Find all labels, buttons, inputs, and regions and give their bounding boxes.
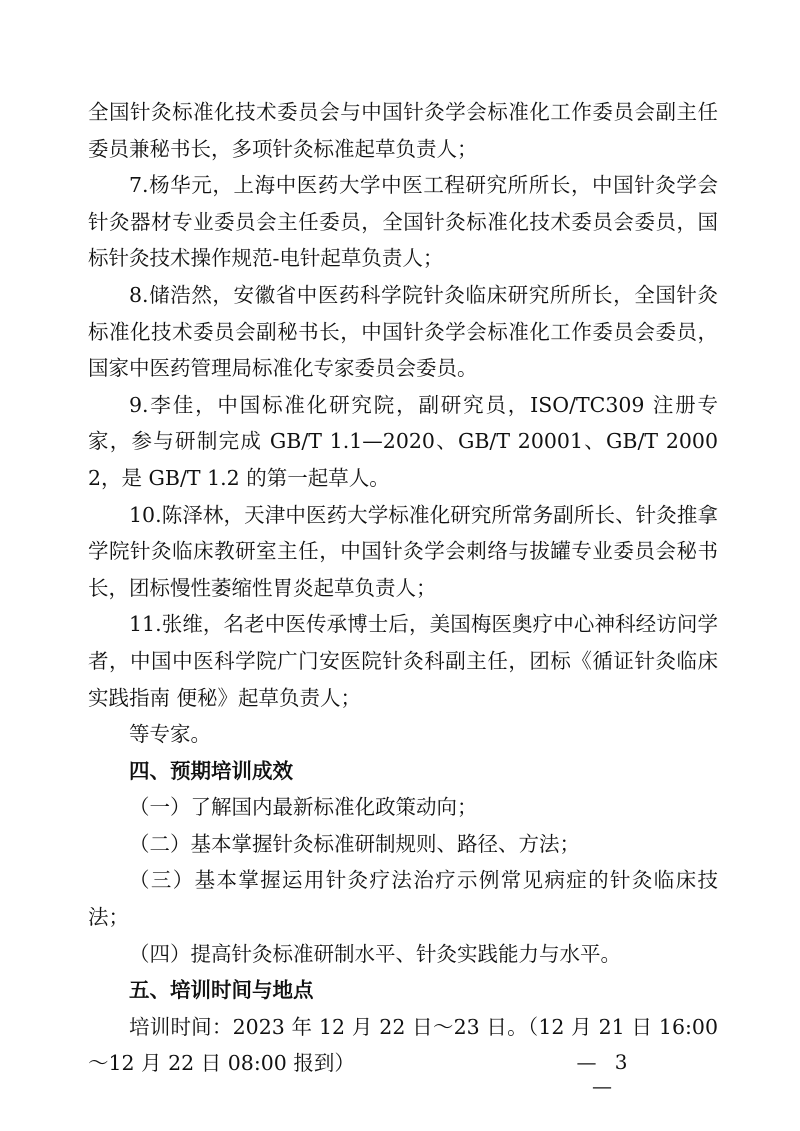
paragraph-expert-10: 10.陈泽林，天津中医药大学标准化研究所常务副所长、针灸推拿学院针灸临床教研室主任，中国针灸学会刺络与拔罐专业委员会秘书长，团标慢性萎缩性胃炎起草负责人；: [88, 502, 718, 600]
paragraph-expert-9: 9.李佳，中国标准化研究院，副研究员，ISO/TC309 注册专家，参与研制完成 GB/T 1.1—2020、GB/T 20001、GB/T 20002，是 GB/T 1.2 的第一起草人。: [88, 392, 718, 490]
outcome-item-4: （四）提高针灸标准研制水平、针灸实践能力与水平。: [129, 941, 621, 966]
paragraph-continuation: 全国针灸标准化技术委员会与中国针灸学会标准化工作委员会副主任委员兼秘书长，多项针灸标准起草负责人；: [88, 100, 718, 161]
section-heading-time-place: 五、培训时间与地点: [129, 978, 314, 1003]
outcome-item-3: （三）基本掌握运用针灸疗法治疗示例常见病症的针灸临床技法；: [88, 868, 718, 930]
paragraph-training-time: 培训时间：2023 年 12 月 22 日～23 日。（12 月 21 日 16:00～12 月 22 日 08:00 报到）: [88, 1014, 718, 1076]
section-heading-expected-outcomes: 四、预期培训成效: [129, 758, 293, 783]
paragraph-expert-11: 11.张维，名老中医传承博士后，美国梅医奥疗中心神科经访问学者，中国中医科学院广门安医院针灸科副主任，团标《循证针灸临床实践指南 便秘》起草负责人；: [88, 612, 718, 710]
document-body: [88, 94, 718, 1082]
paragraph-expert-8: 8.储浩然，安徽省中医药科学院针灸临床研究所所长，全国针灸标准化技术委员会副秘书长，中国针灸学会标准化工作委员会委员，国家中医药管理局标准化专家委员会委员。: [88, 282, 718, 381]
outcome-item-2: （二）基本掌握针灸标准研制规则、路径、方法；: [129, 831, 580, 856]
paragraph-etc-experts: 等专家。: [129, 722, 211, 747]
paragraph-expert-7: 7.杨华元，上海中医药大学中医工程研究所所长，中国针灸学会针灸器材专业委员会主任委员，全国针灸标准化技术委员会委员，国标针灸技术操作规范-电针起草负责人；: [88, 173, 718, 271]
page-number: — 3 —: [576, 1050, 634, 1098]
outcome-item-1: （一）了解国内最新标准化政策动向；: [129, 795, 478, 820]
